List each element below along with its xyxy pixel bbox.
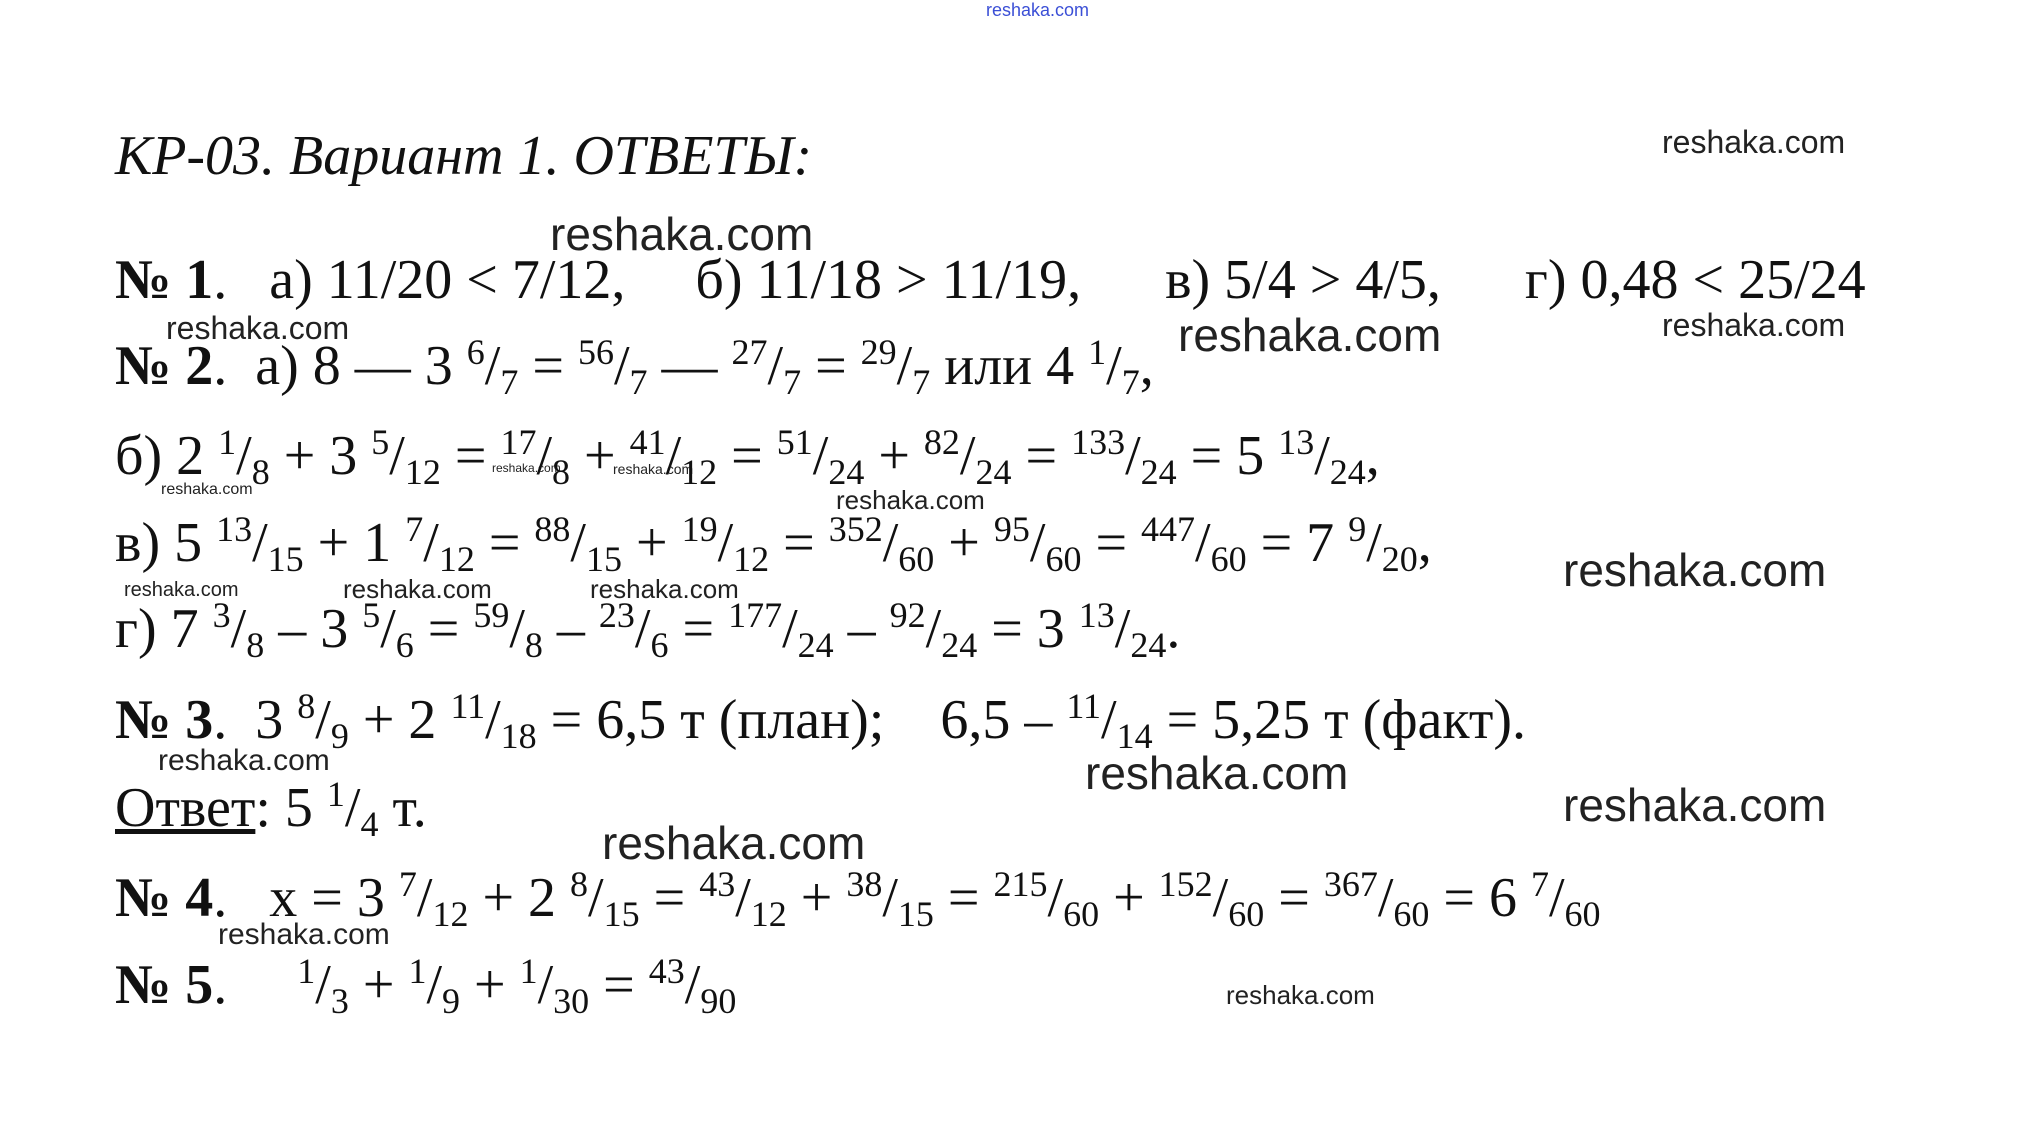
answer-a: а) 11/20 < 7/12,: [269, 249, 626, 311]
expr-prefix: а) 8 — 3: [255, 335, 453, 397]
problem-5: № 5. $^1/_3 + ^1/_9 + ^1/_{30} = ^{43}/_{90}$: [115, 951, 737, 1022]
answer-g: г) 0,48 < 25/24: [1524, 249, 1866, 311]
problem-number: № 1: [115, 249, 214, 311]
watermark: reshaka.com: [158, 744, 330, 777]
watermark: reshaka.com: [613, 461, 694, 477]
answer-v: в) 5/4 > 4/5,: [1165, 249, 1441, 311]
watermark: reshaka.com: [1085, 747, 1349, 799]
problem-3: № 3. 3 $^8/_9 + 2$ $^{11}/_{18} = 6,5$ т (план); $6,5 - ^{11}/_{14} = 5,25$ т (факт).: [115, 686, 1526, 757]
answer-unit: т.: [392, 777, 427, 839]
fact-text: = 5,25 т (факт).: [1166, 689, 1526, 751]
expr-prefix: б) 2: [115, 425, 205, 487]
plan-text: = 6,5 т (план);: [550, 689, 885, 751]
problem-4: № 4. x = 3 $^7/_{12} + 2$ $^8/_{15} = ^{43}/_{12} + ^{38}/_{15} = ^{215}/_{60} + ^{152}/_{60} = ^{367}/_{60} = 6$ $^7/_{60}$: [115, 864, 1601, 935]
watermark: reshaka.com: [550, 208, 814, 260]
problem-number: № 4: [115, 867, 214, 929]
watermark: reshaka.com: [1178, 309, 1442, 361]
watermark: reshaka.com: [492, 461, 561, 475]
watermark: reshaka.com: [218, 918, 390, 951]
x-expr: x = 3: [269, 867, 385, 929]
answer-line: Ответ: 5 $^1/_4$ т.: [115, 774, 427, 845]
problem-2a: № 2. а) 8 — 3 $^6/_7 = ^{56}/_7$ — $^{27}/_7 = ^{29}/_7$ или 4 $^1/_7$,: [115, 332, 1154, 403]
problem-1: № 1. а) 11/20 < 7/12, б) 11/18 > 11/19, в) 5/4 > 4/5, г) 0,48 < 25/24: [115, 249, 1866, 311]
watermark: reshaka.com: [1563, 544, 1827, 596]
watermark-top: reshaka.com: [986, 0, 1090, 20]
expr-prefix: в) 5: [115, 512, 203, 574]
fact-start: 6,5 –: [940, 689, 1053, 751]
watermark: reshaka.com: [161, 481, 253, 498]
watermark: reshaka.com: [1563, 779, 1827, 831]
watermark: reshaka.com: [836, 485, 985, 515]
answer-b: б) 11/18 > 11/19,: [695, 249, 1082, 311]
watermark: reshaka.com: [343, 574, 492, 604]
watermark: reshaka.com: [590, 574, 739, 604]
expr-prefix: г) 7: [115, 598, 199, 660]
problem-number: № 3: [115, 689, 214, 751]
watermark: reshaka.com: [602, 817, 866, 869]
problem-2g: г) 7 $^3/_8 - 3$ $^5/_6 = ^{59}/_8 - ^{23}/_6 = ^{177}/_{24} - ^{92}/_{24} = 3$ $^{13}/_{24}$.: [115, 595, 1181, 666]
answer-value: : 5: [255, 777, 313, 839]
watermark: reshaka.com: [1662, 307, 1846, 343]
answer-label: Ответ: [115, 777, 256, 839]
problem-number: № 5: [115, 954, 214, 1016]
ili-text: или 4: [944, 335, 1075, 397]
watermark: reshaka.com: [166, 310, 350, 346]
problem-2b: б) 2 $^1/_8 + 3$ $^5/_{12} = ^{17}/_8 + ^{41}/_{12} = ^{51}/_{24} + ^{82}/_{24} = ^{133}/_{24} = 5$ $^{13}/_{24}$,: [115, 422, 1380, 493]
problem-number: № 2: [115, 335, 214, 397]
watermark: reshaka.com: [1226, 980, 1375, 1010]
page-title: КР-03. Вариант 1. ОТВЕТЫ:: [115, 125, 813, 187]
watermark: reshaka.com: [1662, 124, 1846, 160]
watermark: reshaka.com: [124, 579, 239, 601]
problem-2v: в) 5 $^{13}/_{15} + 1$ $^7/_{12} = ^{88}/_{15} + ^{19}/_{12} = ^{352}/_{60} + ^{95}/_{60} = ^{447}/_{60} = 7$ $^9/_{20}$,: [115, 509, 1432, 580]
